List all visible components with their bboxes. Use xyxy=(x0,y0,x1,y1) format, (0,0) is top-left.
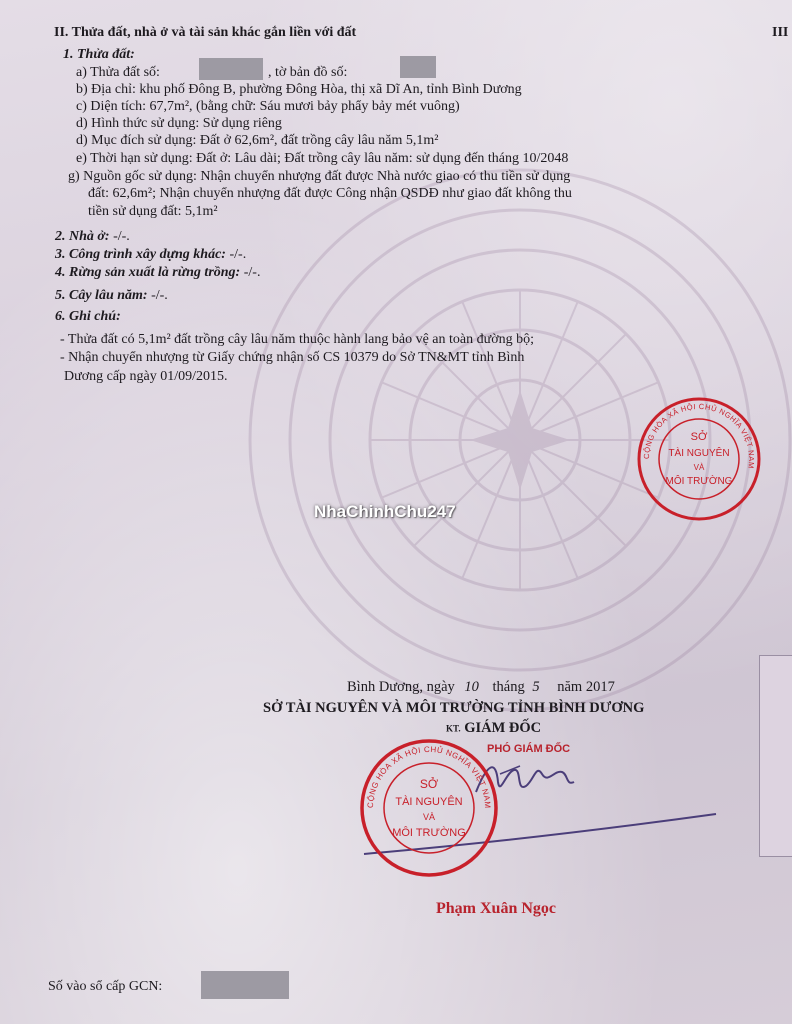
construction-label: 3. Công trình xây dựng khác: xyxy=(55,247,226,262)
page-edge-tab xyxy=(759,655,792,857)
date-month: 5 xyxy=(532,679,540,695)
redacted-map-sheet xyxy=(400,56,436,78)
forest-value: -/-. xyxy=(243,265,261,280)
date-day: 10 xyxy=(464,679,479,695)
forest-label: 4. Rừng sản xuất là rừng trồng: xyxy=(55,265,241,280)
parcel-area: c) Diện tích: 67,7m², (bằng chữ: Sáu mươi bảy phẩy bảy mét vuông) xyxy=(76,99,460,114)
seal-top: SỞ xyxy=(690,431,708,443)
page-marker: III xyxy=(772,25,789,40)
map-sheet-label: , tờ bản đồ số: xyxy=(268,65,348,80)
signer-name: Phạm Xuân Ngọc xyxy=(436,900,557,917)
redacted-parcel-number xyxy=(199,58,263,80)
gcn-register-label: Số vào sổ cấp GCN: xyxy=(48,979,163,994)
parcel-origin-line1: g) Nguồn gốc sử dụng: Nhận chuyển nhượng đất được Nhà nước giao có thu tiền sử dụng xyxy=(68,169,571,184)
notes-label: 6. Ghi chú: xyxy=(55,309,121,324)
parcel-number-label: a) Thửa đất số: xyxy=(76,65,160,80)
parcel-origin-line2: đất: 62,6m²; Nhận chuyển nhượng đất được Công nhận QSDĐ như giao đất không thu xyxy=(88,186,572,201)
trees-row xyxy=(55,288,168,304)
seal-lower-bottom: MÔI TRƯỜNG xyxy=(392,827,466,839)
house-value: -/-. xyxy=(113,229,130,244)
seal-and: VÀ xyxy=(693,463,705,472)
seal-lower-middle: TÀI NGUYÊN xyxy=(395,796,463,808)
construction-value: -/-. xyxy=(229,247,247,262)
parcel-use-form: d) Hình thức sử dụng: Sử dụng riêng xyxy=(76,116,282,131)
seal-lower-top: SỞ xyxy=(419,777,439,791)
parcel-origin-line3: tiền sử dụng đất: 5,1m² xyxy=(88,204,218,219)
parcel-heading: 1. Thửa đất: xyxy=(63,47,135,62)
forest-row xyxy=(55,265,260,281)
watermark-text: NhaChinhChu247 xyxy=(314,502,456,521)
director-title-text: GIÁM ĐỐC xyxy=(464,720,542,736)
seal-bottom: MÔI TRƯỜNG xyxy=(665,476,733,487)
seal-middle: TÀI NGUYÊN xyxy=(668,448,730,459)
seal-lower-ring-text: CỘNG HÒA XÃ HỘI CHỦ NGHĨA VIỆT NAM xyxy=(365,744,493,809)
parcel-use-term: e) Thời hạn sử dụng: Đất ở: Lâu dài; Đất trồng cây lâu năm: sử dụng đến tháng 10/2048 xyxy=(76,151,569,166)
redacted-gcn-number xyxy=(201,971,289,999)
construction-row xyxy=(55,247,246,263)
date-prefix: Bình Dương, ngày xyxy=(347,679,455,695)
section-title: II. Thửa đất, nhà ở và tài sản khác gắn liền với đất xyxy=(54,25,357,40)
house-label: 2. Nhà ở: xyxy=(55,229,110,244)
trees-label: 5. Cây lâu năm: xyxy=(55,288,148,303)
parcel-use-purpose: d) Mục đích sử dụng: Đất ở 62,6m², đất trồng cây lâu năm 5,1m² xyxy=(76,133,439,148)
official-seal-upper xyxy=(636,396,762,522)
parcel-address: b) Địa chỉ: khu phố Đông B, phường Đông Hòa, thị xã Dĩ An, tỉnh Bình Dương xyxy=(76,82,522,97)
seal-ring-text: CỘNG HÒA XÃ HỘI CHỦ NGHĨA VIỆT NAM xyxy=(641,401,757,470)
trees-value: -/-. xyxy=(151,288,168,303)
notes-line3: Dương cấp ngày 01/09/2015. xyxy=(64,369,228,384)
director-title-prefix: KT. xyxy=(446,723,461,734)
date-year: năm 2017 xyxy=(557,679,615,695)
date-month-label: tháng xyxy=(492,679,525,695)
deputy-title: PHÓ GIÁM ĐỐC xyxy=(487,743,571,755)
notes-line2: - Nhận chuyển nhượng từ Giấy chứng nhận số CS 10379 do Sở TN&MT tỉnh Bình xyxy=(60,350,525,365)
seal-lower-and: VÀ xyxy=(422,812,436,822)
notes-line1: - Thửa đất có 5,1m² đất trồng cây lâu năm thuộc hành lang bảo vệ an toàn đường bộ; xyxy=(60,332,535,347)
issue-date xyxy=(347,679,615,695)
agency-name: SỞ TÀI NGUYÊN VÀ MÔI TRƯỜNG TỈNH BÌNH DƯƠNG xyxy=(263,700,645,716)
official-seal-lower xyxy=(359,738,499,878)
director-title xyxy=(446,720,541,737)
house-row xyxy=(55,229,130,245)
